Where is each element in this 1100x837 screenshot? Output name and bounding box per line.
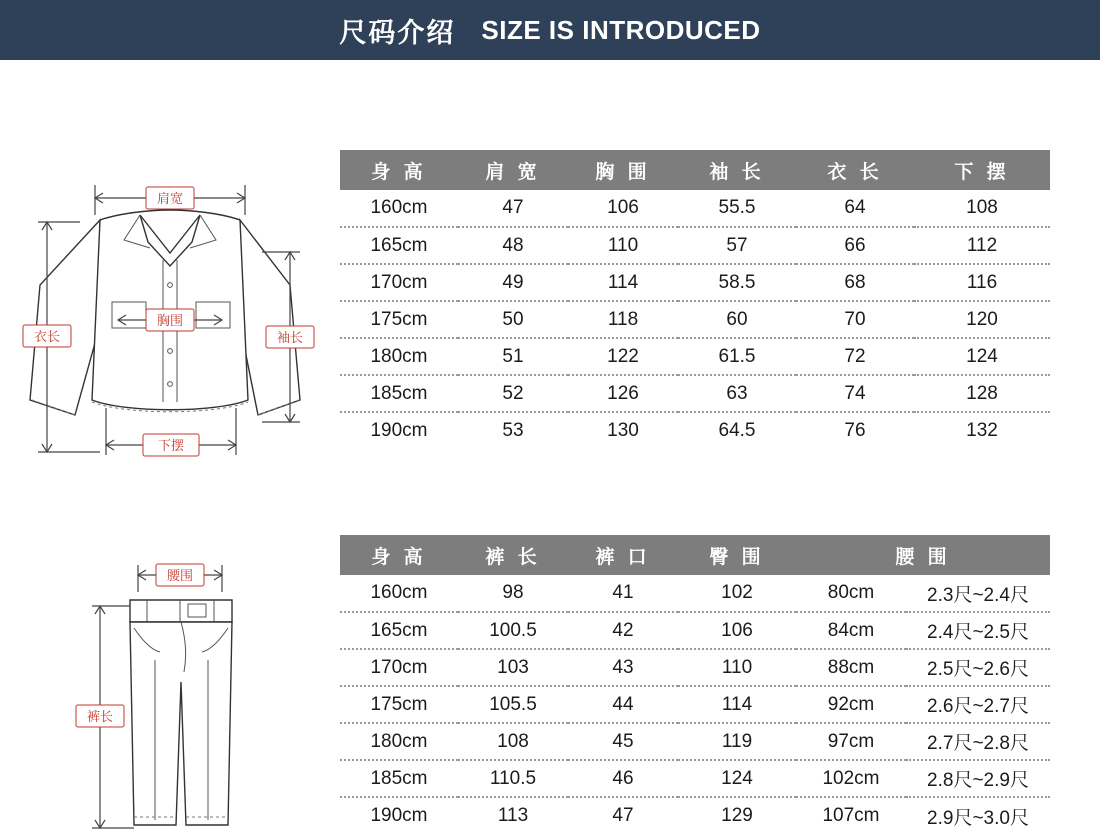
pants-figure [0, 460, 340, 837]
table-row [340, 686, 1050, 723]
table-row [340, 760, 1050, 797]
cell: 2.6尺~2.7尺 [906, 686, 1050, 723]
cell: 42 [568, 612, 678, 649]
cell: 41 [568, 575, 678, 612]
pants-table-wrap [340, 460, 1060, 837]
cell: 2.4尺~2.5尺 [906, 612, 1050, 649]
cell: 108 [458, 723, 568, 760]
cell: 160cm [340, 575, 458, 612]
cell: 53 [458, 412, 568, 449]
table-row [340, 375, 1050, 412]
cell: 88cm [796, 649, 906, 686]
cell: 190cm [340, 412, 458, 449]
cell: 47 [458, 190, 568, 227]
cell: 129 [678, 797, 796, 834]
jacket-size-table [340, 150, 1050, 449]
cell: 64 [796, 190, 914, 227]
cell: 130 [568, 412, 678, 449]
cell: 49 [458, 264, 568, 301]
cell: 124 [678, 760, 796, 797]
table-row [340, 190, 1050, 227]
pants-drawing [130, 600, 232, 825]
cell: 2.9尺~3.0尺 [906, 797, 1050, 834]
cell: 119 [678, 723, 796, 760]
cell: 106 [678, 612, 796, 649]
column-header: 腰 围 [796, 535, 1050, 575]
cell: 103 [458, 649, 568, 686]
jacket-section [0, 70, 1100, 460]
cell: 113 [458, 797, 568, 834]
table-header-row [340, 150, 1050, 190]
column-header: 袖 长 [678, 150, 796, 190]
page-title-en: SIZE IS INTRODUCED [481, 14, 761, 45]
page-content [0, 60, 1100, 837]
column-header: 臀 围 [678, 535, 796, 575]
pants-diagram [0, 460, 340, 837]
cell: 110 [568, 227, 678, 264]
cell: 2.5尺~2.6尺 [906, 649, 1050, 686]
cell: 170cm [340, 264, 458, 301]
shoulder-label: 肩宽 [156, 191, 184, 206]
table-row [340, 649, 1050, 686]
table-header-row [340, 535, 1050, 575]
pants-size-table [340, 535, 1050, 834]
cell: 63 [678, 375, 796, 412]
cell: 47 [568, 797, 678, 834]
cell: 116 [914, 264, 1050, 301]
cell: 55.5 [678, 190, 796, 227]
cell: 92cm [796, 686, 906, 723]
column-header: 身 高 [340, 535, 458, 575]
cell: 114 [568, 264, 678, 301]
cell: 61.5 [678, 338, 796, 375]
cell: 128 [914, 375, 1050, 412]
cell: 110.5 [458, 760, 568, 797]
cell: 80cm [796, 575, 906, 612]
cell: 48 [458, 227, 568, 264]
table-row [340, 412, 1050, 449]
cell: 50 [458, 301, 568, 338]
cell: 98 [458, 575, 568, 612]
cell: 100.5 [458, 612, 568, 649]
cell: 46 [568, 760, 678, 797]
chest-label: 胸围 [156, 313, 184, 328]
cell: 52 [458, 375, 568, 412]
table-row [340, 264, 1050, 301]
cell: 68 [796, 264, 914, 301]
length-label: 衣长 [33, 329, 61, 344]
cell: 160cm [340, 190, 458, 227]
cell: 126 [568, 375, 678, 412]
cell: 57 [678, 227, 796, 264]
cell: 2.7尺~2.8尺 [906, 723, 1050, 760]
cell: 185cm [340, 760, 458, 797]
cell: 70 [796, 301, 914, 338]
cell: 180cm [340, 338, 458, 375]
cell: 124 [914, 338, 1050, 375]
pants-section [0, 460, 1100, 837]
cell: 97cm [796, 723, 906, 760]
cell: 185cm [340, 375, 458, 412]
cell: 112 [914, 227, 1050, 264]
cell: 114 [678, 686, 796, 723]
cell: 180cm [340, 723, 458, 760]
cell: 175cm [340, 686, 458, 723]
table-row [340, 338, 1050, 375]
column-header: 裤 口 [568, 535, 678, 575]
pants-length-label: 裤长 [86, 709, 114, 724]
cell: 170cm [340, 649, 458, 686]
cell: 122 [568, 338, 678, 375]
cell: 190cm [340, 797, 458, 834]
cell: 51 [458, 338, 568, 375]
cell: 64.5 [678, 412, 796, 449]
table-row [340, 723, 1050, 760]
page-title-cn: 尺码介绍 [339, 17, 456, 48]
cell: 165cm [340, 612, 458, 649]
table-row [340, 301, 1050, 338]
sleeve-label: 袖长 [276, 330, 304, 345]
cell: 165cm [340, 227, 458, 264]
table-row [340, 227, 1050, 264]
jacket-diagram [0, 70, 340, 460]
column-header: 衣 长 [796, 150, 914, 190]
cell: 60 [678, 301, 796, 338]
table-row [340, 575, 1050, 612]
cell: 45 [568, 723, 678, 760]
waist-label: 腰围 [166, 568, 194, 583]
cell: 74 [796, 375, 914, 412]
column-header: 胸 围 [568, 150, 678, 190]
cell: 72 [796, 338, 914, 375]
cell: 84cm [796, 612, 906, 649]
table-row [340, 797, 1050, 834]
cell: 108 [914, 190, 1050, 227]
cell: 44 [568, 686, 678, 723]
column-header: 肩 宽 [458, 150, 568, 190]
cell: 102 [678, 575, 796, 612]
table-row [340, 612, 1050, 649]
cell: 106 [568, 190, 678, 227]
jacket-figure [0, 70, 340, 460]
page-header [0, 0, 1100, 60]
cell: 105.5 [458, 686, 568, 723]
column-header: 身 高 [340, 150, 458, 190]
cell: 132 [914, 412, 1050, 449]
column-header: 裤 长 [458, 535, 568, 575]
jacket-table-wrap [340, 70, 1060, 460]
cell: 76 [796, 412, 914, 449]
cell: 107cm [796, 797, 906, 834]
cell: 43 [568, 649, 678, 686]
cell: 120 [914, 301, 1050, 338]
cell: 118 [568, 301, 678, 338]
cell: 110 [678, 649, 796, 686]
cell: 66 [796, 227, 914, 264]
cell: 102cm [796, 760, 906, 797]
cell: 2.8尺~2.9尺 [906, 760, 1050, 797]
cell: 58.5 [678, 264, 796, 301]
column-header: 下 摆 [914, 150, 1050, 190]
cell: 2.3尺~2.4尺 [906, 575, 1050, 612]
cell: 175cm [340, 301, 458, 338]
hem-label: 下摆 [157, 438, 185, 453]
